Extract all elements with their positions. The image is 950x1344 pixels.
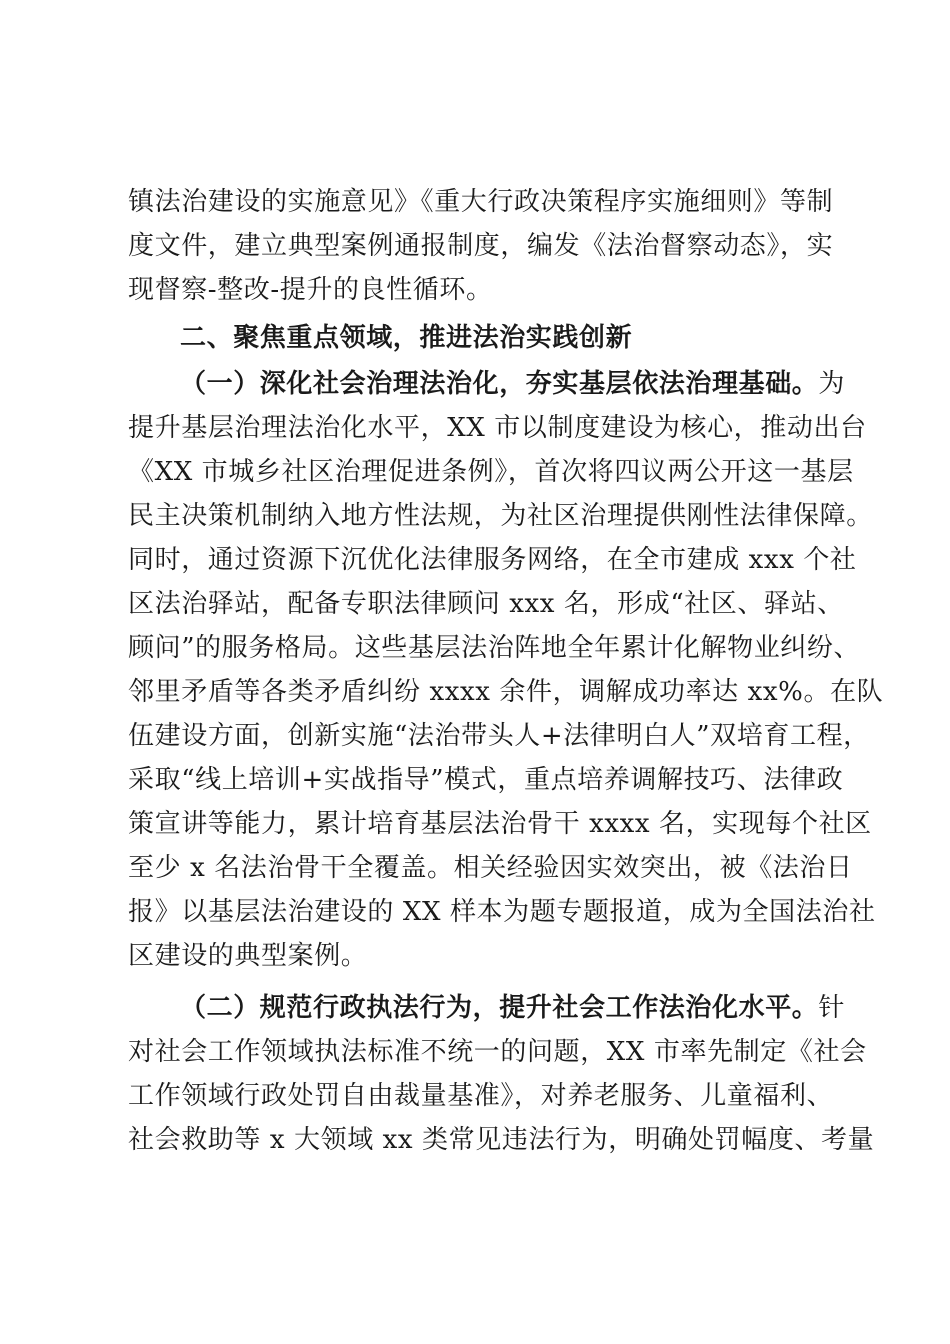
subsection-heading: （一）深化社会治理法治化，夯实基层依法治理基础。 xyxy=(180,369,819,399)
paragraph-line: 镇法治建设的实施意见》《重大行政决策程序实施细则》等制 xyxy=(128,187,834,217)
subsection-first-line xyxy=(180,362,846,406)
paragraph-line: 民主决策机制纳入地方性法规，为社区治理提供刚性法律保障。 xyxy=(128,501,873,531)
paragraph-line: 策宣讲等能力，累计培育基层法治骨干 xxxx 名，实现每个社区 xyxy=(128,809,872,839)
paragraph-line: 工作领域行政处罚自由裁量基准》，对养老服务、儿童福利、 xyxy=(128,1081,834,1111)
paragraph-line: 采取“线上培训+实战指导”模式，重点培养调解技巧、法律政 xyxy=(128,765,844,795)
section-heading: 二、聚焦重点领域，推进法治实践创新 xyxy=(180,323,633,353)
paragraph-line: 对社会工作领域执法标准不统一的问题，XX 市率先制定《社会 xyxy=(128,1037,867,1067)
paragraph-line: 现督察-整改-提升的良性循环。 xyxy=(128,275,493,305)
paragraph-line: 度文件，建立典型案例通报制度，编发《法治督察动态》，实 xyxy=(128,231,834,261)
paragraph-line: 顾问”的服务格局。这些基层法治阵地全年累计化解物业纠纷、 xyxy=(128,633,861,663)
paragraph-text: 为 xyxy=(818,369,846,399)
paragraph-line: 《XX 市城乡社区治理促进条例》，首次将四议两公开这一基层 xyxy=(128,457,854,487)
paragraph-line: 至少 x 名法治骨干全覆盖。相关经验因实效突出，被《法治日 xyxy=(128,853,853,883)
paragraph-line: 同时，通过资源下沉优化法律服务网络，在全市建成 xxx 个社 xyxy=(128,545,857,575)
subsection-heading: （二）规范行政执法行为，提升社会工作法治化水平。 xyxy=(180,993,819,1023)
paragraph-line: 区建设的典型案例。 xyxy=(128,941,368,971)
paragraph-line: 伍建设方面，创新实施“法治带头人+法律明白人”双培育工程， xyxy=(128,721,870,751)
subsection-first-line xyxy=(180,986,846,1030)
paragraph-line: 社会救助等 x 大领域 xx 类常见违法行为，明确处罚幅度、考量 xyxy=(128,1125,875,1155)
paragraph-line: 报》以基层法治建设的 XX 样本为题专题报道，成为全国法治社 xyxy=(128,897,876,927)
paragraph-text: 针 xyxy=(818,993,846,1023)
paragraph-line: 提升基层治理法治化水平，XX 市以制度建设为核心，推动出台 xyxy=(128,413,867,443)
paragraph-line: 区法治驿站，配备专职法律顾问 xxx 名，形成“社区、驿站、 xyxy=(128,589,844,619)
paragraph-line: 邻里矛盾等各类矛盾纠纷 xxxx 余件，调解成功率达 xx%。在队 xyxy=(128,677,884,707)
